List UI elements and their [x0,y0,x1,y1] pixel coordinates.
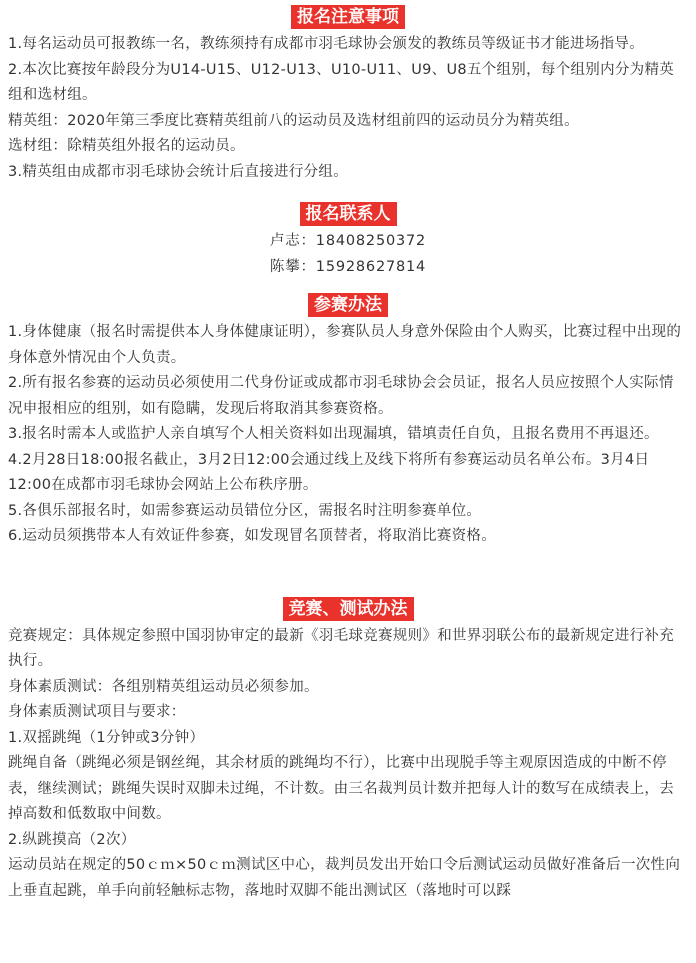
paragraph: 1.双摇跳绳（1分钟或3分钟） [8,729,205,746]
paragraph: 5.各俱乐部报名时，如需参赛运动员错位分区，需报名时注明参赛单位。 [8,502,482,519]
paragraph: 3.精英组由成都市羽毛球协会统计后直接进行分组。 [8,163,349,180]
section-title: 参赛办法 [308,293,388,317]
section-title: 报名联系人 [300,202,397,226]
paragraph: 6.运动员须携带本人有效证件参赛，如发现冒名顶替者，将取消比赛资格。 [8,528,497,544]
contact-line: 陈攀：15928627814 [269,258,427,275]
paragraph: 身体素质测试：各组别精英组运动员必须参加。 [8,678,319,695]
section-heading-participation [8,290,688,320]
section-title: 报名注意事项 [291,5,405,29]
paragraph: 1.身体健康（报名时需提供本人身体健康证明），参赛队员人身意外保险由个人购买，比赛过程中出现的身体意外情况由个人负责。 [8,324,682,366]
spacer [8,550,688,594]
paragraph: 2.纵跳摸高（2次） [8,831,136,848]
paragraph: 2.所有报名参赛的运动员必须使用二代身份证或成都市羽毛球协会会员证，报名人员应按照个人实际情况申报相应的组别，如有隐瞒，发现后将取消其参赛资格。 [8,375,674,417]
section-heading-competition-testing [8,594,688,624]
spacer [8,280,688,290]
paragraph: 1.每名运动员可报教练一名，教练须持有成都市羽毛球协会颁发的教练员等级证书才能进场指导。 [8,36,645,52]
paragraph: 身体素质测试项目与要求： [8,704,186,720]
section-heading-registration-notes [8,2,688,32]
paragraph: 跳绳自备（跳绳必须是钢丝绳，其余材质的跳绳均不行），比赛中出现脱手等主观原因造成的中断不停表，继续测试；跳绳失误时双脚未过绳，不计数。由三名裁判员计数并把每人计的数写在成绩表上，去掉高数和低数取中间数。 [8,755,674,822]
paragraph: 竞赛规定：具体规定参照中国羽协审定的最新《羽毛球竞赛规则》和世界羽联公布的最新规定进行补充执行。 [8,627,674,669]
contact-line: 卢志：18408250372 [269,233,427,249]
section-title: 竞赛、测试办法 [283,597,414,621]
paragraph: 选材组：除精英组外报名的运动员。 [8,138,245,154]
paragraph: 精英组：2020年第三季度比赛精英组前八的运动员及选材组前四的运动员分为精英组。 [8,112,579,129]
section-heading-contacts [8,199,688,229]
paragraph: 4.2月28日18:00报名截止，3月2日12:00会通过线上及线下将所有参赛运动员名单公布。3月4日12:00在成都市羽毛球协会网站上公布秩序册。 [8,451,650,493]
paragraph: 运动员站在规定的50ｃｍ×50ｃｍ测试区中心，裁判员发出开始口令后测试运动员做好准备后一次性向上垂直起跳，单手向前轻触标志物，落地时双脚不能出测试区（落地时可以踩 [8,857,681,899]
spacer [8,185,688,199]
paragraph: 3.报名时需本人或监护人亲自填写个人相关资料如出现漏填，错填责任自负，且报名费用不再退还。 [8,426,659,442]
paragraph: 2.本次比赛按年龄段分为U14-U15、U12-U13、U10-U11、U9、U8五个组别，每个组别内分为精英组和选材组。 [8,61,675,103]
